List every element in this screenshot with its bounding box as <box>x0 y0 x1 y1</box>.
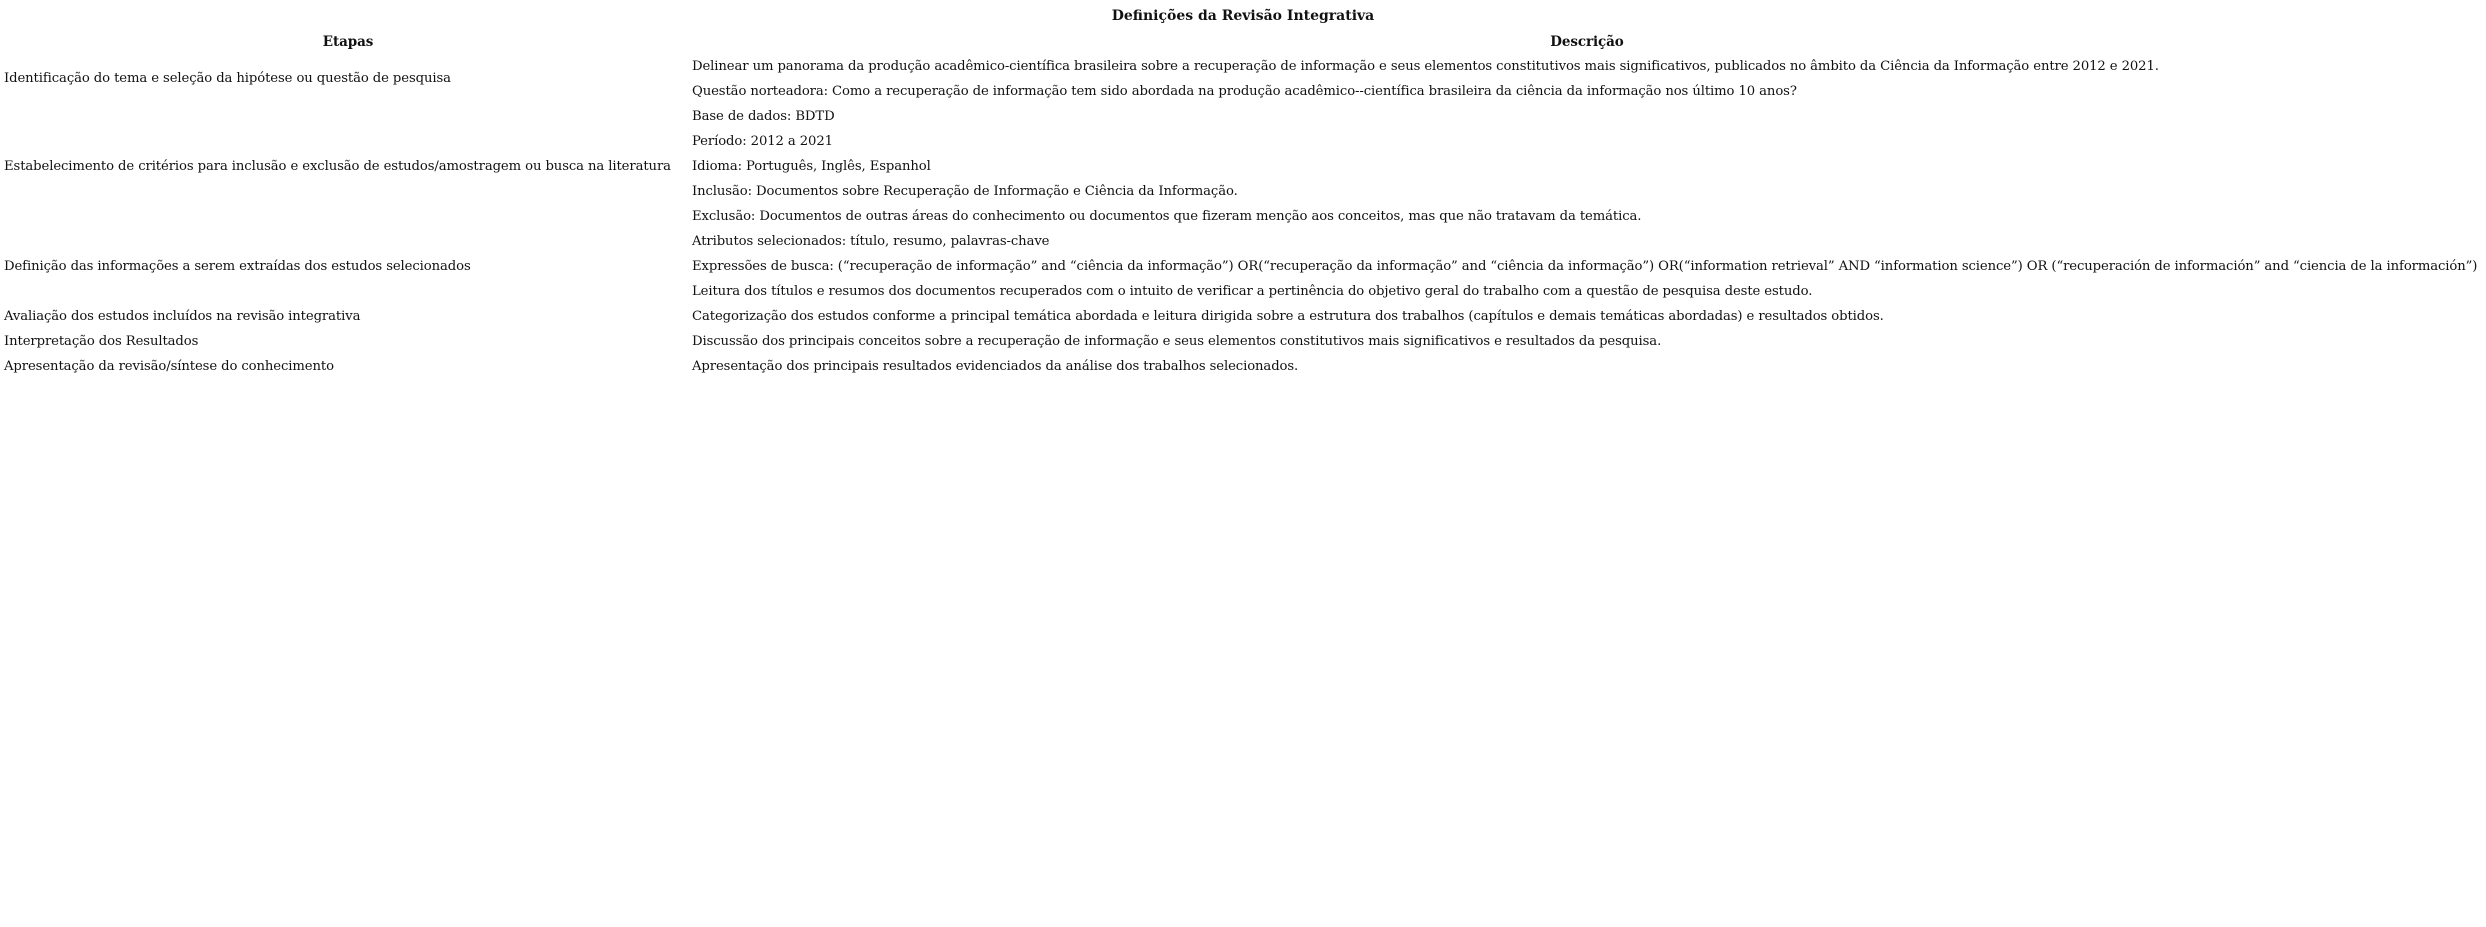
descricao-cell: Atributos selecionados: título, resumo, palavras-chave <box>692 233 1050 249</box>
descricao-cell: Discussão dos principais conceitos sobre a recuperação de informação e seus elementos constitutivos mais significativos e resultados da pesquisa. <box>692 333 1662 349</box>
descricao-cell: Exclusão: Documentos de outras áreas do conhecimento ou documentos que fizeram menção aos conceitos, mas que não tratavam da temática. <box>692 208 1642 224</box>
etapa-cell <box>4 204 692 229</box>
etapa-cell: Apresentação da revisão/síntese do conhecimento <box>4 358 334 374</box>
table-row <box>4 54 2482 79</box>
etapa-cell <box>4 229 692 254</box>
table-row <box>4 254 2482 279</box>
table-title: Definições da Revisão Integrativa <box>1111 8 1375 24</box>
descricao-cell: Base de dados: BDTD <box>692 108 835 124</box>
etapa-cell <box>4 279 692 304</box>
table-row <box>4 154 2482 179</box>
descricao-cell: Questão norteadora: Como a recuperação de informação tem sido abordada na produção acadêmico--científica brasileira da ciência da informação nos último 10 anos? <box>692 83 1797 99</box>
descricao-cell: Delinear um panorama da produção acadêmico-científica brasileira sobre a recuperação de informação e seus elementos constitutivos mais significativos, publicados no âmbito da Ciência da Informação entre 2012 e 2021. <box>692 58 2159 74</box>
header-etapas: Etapas <box>322 33 374 50</box>
etapa-cell <box>4 179 692 204</box>
etapa-cell: Identificação do tema e seleção da hipótese ou questão de pesquisa <box>4 71 451 86</box>
descricao-cell: Categorização dos estudos conforme a principal temática abordada e leitura dirigida sobre a estrutura dos trabalhos (capítulos e demais temáticas abordadas) e resultados obtidos. <box>692 308 1884 324</box>
table-row <box>4 204 2482 229</box>
table-row <box>4 179 2482 204</box>
descricao-cell: Inclusão: Documentos sobre Recuperação de Informação e Ciência da Informação. <box>692 183 1238 199</box>
descricao-cell: Expressões de busca: (“recuperação de informação” and “ciência da informação”) OR(“recuperação da informação” and “ciência da informação”) OR(“information retrieval” AND “information science”) OR (“recuperación de información” and “ciencia de la información”) <box>692 258 2478 274</box>
etapa-cell: Avaliação dos estudos incluídos na revisão integrativa <box>4 308 361 324</box>
table-row <box>4 354 2482 379</box>
etapa-cell: Definição das informações a serem extraídas dos estudos selecionados <box>4 258 471 274</box>
header-descricao: Descrição <box>1550 33 1624 50</box>
etapa-cell <box>4 129 692 154</box>
descricao-cell: Período: 2012 a 2021 <box>692 133 833 149</box>
descricao-cell: Leitura dos títulos e resumos dos documentos recuperados com o intuito de verificar a pertinência do objetivo geral do trabalho com a questão de pesquisa deste estudo. <box>692 283 1813 299</box>
table-row <box>4 329 2482 354</box>
etapa-cell: Estabelecimento de critérios para inclusão e exclusão de estudos/amostragem ou busca na literatura <box>4 158 671 174</box>
descricao-cell: Idioma: Português, Inglês, Espanhol <box>692 158 931 174</box>
descricao-cell: Apresentação dos principais resultados evidenciados da análise dos trabalhos selecionados. <box>692 358 1299 374</box>
review-definitions-table <box>4 29 2482 379</box>
table-row <box>4 129 2482 154</box>
table-row <box>4 229 2482 254</box>
table-row <box>4 279 2482 304</box>
etapa-cell: Interpretação dos Resultados <box>4 333 199 349</box>
table-row <box>4 104 2482 129</box>
etapa-cell <box>4 104 692 129</box>
table-row <box>4 304 2482 329</box>
table-header-row <box>4 29 2482 54</box>
